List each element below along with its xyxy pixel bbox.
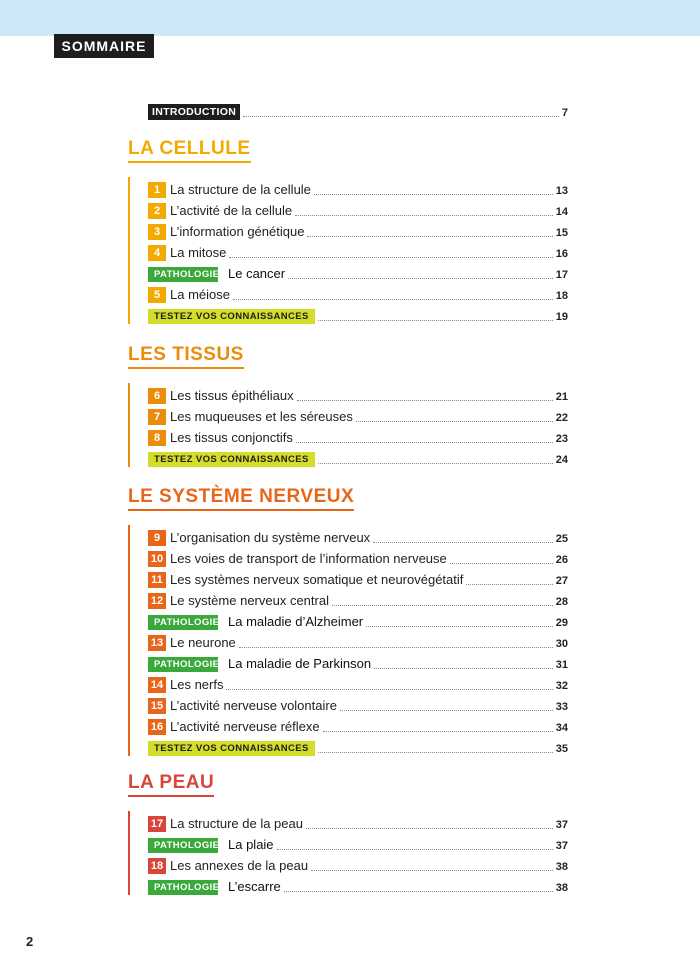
page-ref: 27 [555, 575, 568, 587]
dot-leader [288, 278, 553, 279]
page-ref: 38 [555, 882, 568, 894]
page-ref: 31 [555, 659, 568, 671]
introduction-tag: INTRODUCTION [148, 104, 240, 120]
chapter-title: Le neurone [170, 635, 236, 650]
toc-entry[interactable] [148, 282, 568, 303]
dot-leader [239, 647, 553, 648]
testez-tag: TESTEZ VOS CONNAISSANCES [148, 741, 315, 756]
dot-leader [373, 542, 553, 543]
dot-leader [332, 605, 553, 606]
dot-leader [314, 194, 553, 195]
dot-leader [356, 421, 553, 422]
chapter-title: Les systèmes nerveux somatique et neurovégétatif [170, 572, 464, 587]
sommaire-heading: SOMMAIRE [54, 34, 154, 58]
dot-leader [226, 689, 552, 690]
section-side-bar [128, 811, 130, 895]
toc-entry[interactable] [148, 404, 568, 425]
dot-leader [307, 236, 552, 237]
chapter-number-badge: 7 [148, 409, 166, 425]
page-ref: 23 [555, 433, 568, 445]
section-title-wrap [128, 486, 354, 511]
page-ref: 19 [555, 311, 568, 323]
pathology-entry[interactable] [148, 609, 568, 630]
chapter-title: Le système nerveux central [170, 593, 329, 608]
chapter-number-badge: 8 [148, 430, 166, 446]
section-entry-list [128, 177, 568, 324]
pathology-tag: PATHOLOGIE [148, 880, 218, 895]
page-ref: 32 [555, 680, 568, 692]
dot-leader [233, 299, 553, 300]
toc-entry[interactable] [148, 672, 568, 693]
testez-tag: TESTEZ VOS CONNAISSANCES [148, 452, 315, 467]
pathology-tag: PATHOLOGIE [148, 615, 218, 630]
dot-leader [450, 563, 553, 564]
section-title-wrap [128, 138, 251, 163]
page-ref: 30 [555, 638, 568, 650]
page-ref: 33 [555, 701, 568, 713]
toc-entry[interactable] [148, 714, 568, 735]
chapter-number-badge: 6 [148, 388, 166, 404]
section-title-underline [128, 367, 244, 369]
page-ref: 29 [555, 617, 568, 629]
page-ref: 16 [555, 248, 568, 260]
page-ref: 15 [555, 227, 568, 239]
page-ref: 25 [555, 533, 568, 545]
toc-entry[interactable] [148, 240, 568, 261]
chapter-number-badge: 18 [148, 858, 166, 874]
top-color-band [0, 0, 700, 36]
section-title-underline [128, 161, 251, 163]
chapter-title: L’organisation du système nerveux [170, 530, 371, 545]
page-ref: 28 [555, 596, 568, 608]
section-la-peau [128, 772, 568, 895]
section-title-wrap [128, 772, 214, 797]
testez-tag: TESTEZ VOS CONNAISSANCES [148, 309, 315, 324]
chapter-title: La structure de la peau [170, 816, 303, 831]
chapter-number-badge: 12 [148, 593, 166, 609]
page-ref: 17 [555, 269, 568, 281]
chapter-title: La méiose [170, 287, 230, 302]
toc-entry[interactable] [148, 693, 568, 714]
section-side-bar [128, 383, 130, 467]
chapter-number-badge: 14 [148, 677, 166, 693]
page-ref: 37 [555, 840, 568, 852]
chapter-title: Les voies de transport de l’information nerveuse [170, 551, 447, 566]
chapter-number-badge: 10 [148, 551, 166, 567]
toc-entry[interactable] [148, 853, 568, 874]
toc-entry[interactable] [148, 546, 568, 567]
pathology-title: L’escarre [228, 879, 281, 894]
pathology-tag: PATHOLOGIE [148, 657, 218, 672]
pathology-title: La maladie de Parkinson [228, 656, 372, 671]
pathology-entry[interactable] [148, 651, 568, 672]
chapter-number-badge: 11 [148, 572, 166, 588]
test-entry[interactable] [148, 735, 568, 756]
dot-leader [306, 828, 553, 829]
chapter-title: Les muqueuses et les séreuses [170, 409, 353, 424]
toc-entry[interactable] [148, 630, 568, 651]
page-ref: 35 [555, 743, 568, 755]
toc-entry[interactable] [148, 383, 568, 404]
chapter-title: La mitose [170, 245, 227, 260]
page-number: 2 [26, 934, 34, 949]
chapter-title: L’activité de la cellule [170, 203, 293, 218]
chapter-title: Les annexes de la peau [170, 858, 309, 873]
section-title: LES TISSUS [128, 344, 244, 365]
test-entry[interactable] [148, 446, 568, 467]
page-ref: 38 [555, 861, 568, 873]
dot-leader [311, 870, 553, 871]
section-entry-list [128, 811, 568, 895]
toc-entry[interactable] [148, 198, 568, 219]
pathology-entry[interactable] [148, 261, 568, 282]
dot-leader [323, 731, 553, 732]
dot-leader [318, 752, 553, 753]
dot-leader [277, 849, 553, 850]
chapter-number-badge: 9 [148, 530, 166, 546]
page-ref: 7 [561, 107, 568, 119]
pathology-title: Le cancer [228, 266, 286, 281]
toc-entry[interactable] [148, 425, 568, 446]
chapter-number-badge: 17 [148, 816, 166, 832]
page-ref: 14 [555, 206, 568, 218]
dot-leader [296, 442, 553, 443]
section-title: LE SYSTÈME NERVEUX [128, 486, 355, 507]
page-ref: 18 [555, 290, 568, 302]
test-entry[interactable] [148, 303, 568, 324]
toc-entry[interactable] [148, 177, 568, 198]
pathology-title: La plaie [228, 837, 274, 852]
dot-leader [318, 463, 553, 464]
chapter-number-badge: 3 [148, 224, 166, 240]
section-entry-list [128, 383, 568, 467]
page-ref: 13 [555, 185, 568, 197]
section-side-bar [128, 525, 130, 756]
pathology-entry[interactable] [148, 832, 568, 853]
page-ref: 34 [555, 722, 568, 734]
pathology-tag: PATHOLOGIE [148, 838, 218, 853]
chapter-number-badge: 4 [148, 245, 166, 261]
section-title: LA CELLULE [128, 138, 251, 159]
chapter-title: L’information génétique [170, 224, 305, 239]
dot-leader [466, 584, 552, 585]
chapter-title: Les tissus épithéliaux [170, 388, 294, 403]
pathology-entry[interactable] [148, 874, 568, 895]
chapter-number-badge: 16 [148, 719, 166, 735]
toc-entry[interactable] [148, 219, 568, 240]
dot-leader [295, 215, 553, 216]
dot-leader [340, 710, 553, 711]
section-side-bar [128, 177, 130, 324]
dot-leader [297, 400, 553, 401]
chapter-title: La structure de la cellule [170, 182, 311, 197]
toc-entry-introduction[interactable] [148, 104, 568, 120]
pathology-tag: PATHOLOGIE [148, 267, 218, 282]
section-les-tissus [128, 344, 568, 467]
chapter-number-badge: 1 [148, 182, 166, 198]
page-ref: 37 [555, 819, 568, 831]
toc-entry[interactable] [148, 567, 568, 588]
pathology-title: La maladie d’Alzheimer [228, 614, 364, 629]
dot-leader [284, 891, 553, 892]
section-le-systeme-nerveux [128, 486, 568, 756]
section-entry-list [128, 525, 568, 756]
section-la-cellule [128, 138, 568, 324]
dot-leader [243, 116, 559, 117]
dot-leader [366, 626, 553, 627]
toc-entry[interactable] [148, 525, 568, 546]
dot-leader [318, 320, 553, 321]
chapter-number-badge: 13 [148, 635, 166, 651]
chapter-title: L’activité nerveuse réflexe [170, 719, 320, 734]
chapter-number-badge: 2 [148, 203, 166, 219]
chapter-title: L’activité nerveuse volontaire [170, 698, 337, 713]
page-ref: 21 [555, 391, 568, 403]
chapter-title: Les nerfs [170, 677, 224, 692]
section-title: LA PEAU [128, 772, 215, 793]
toc-entry[interactable] [148, 811, 568, 832]
toc-entry[interactable] [148, 588, 568, 609]
page-ref: 22 [555, 412, 568, 424]
chapter-number-badge: 15 [148, 698, 166, 714]
chapter-number-badge: 5 [148, 287, 166, 303]
section-title-underline [128, 795, 214, 797]
section-title-underline [128, 509, 354, 511]
chapter-title: Les tissus conjonctifs [170, 430, 293, 445]
section-title-wrap [128, 344, 244, 369]
dot-leader [229, 257, 552, 258]
dot-leader [374, 668, 553, 669]
page-ref: 26 [555, 554, 568, 566]
page-ref: 24 [555, 454, 568, 466]
